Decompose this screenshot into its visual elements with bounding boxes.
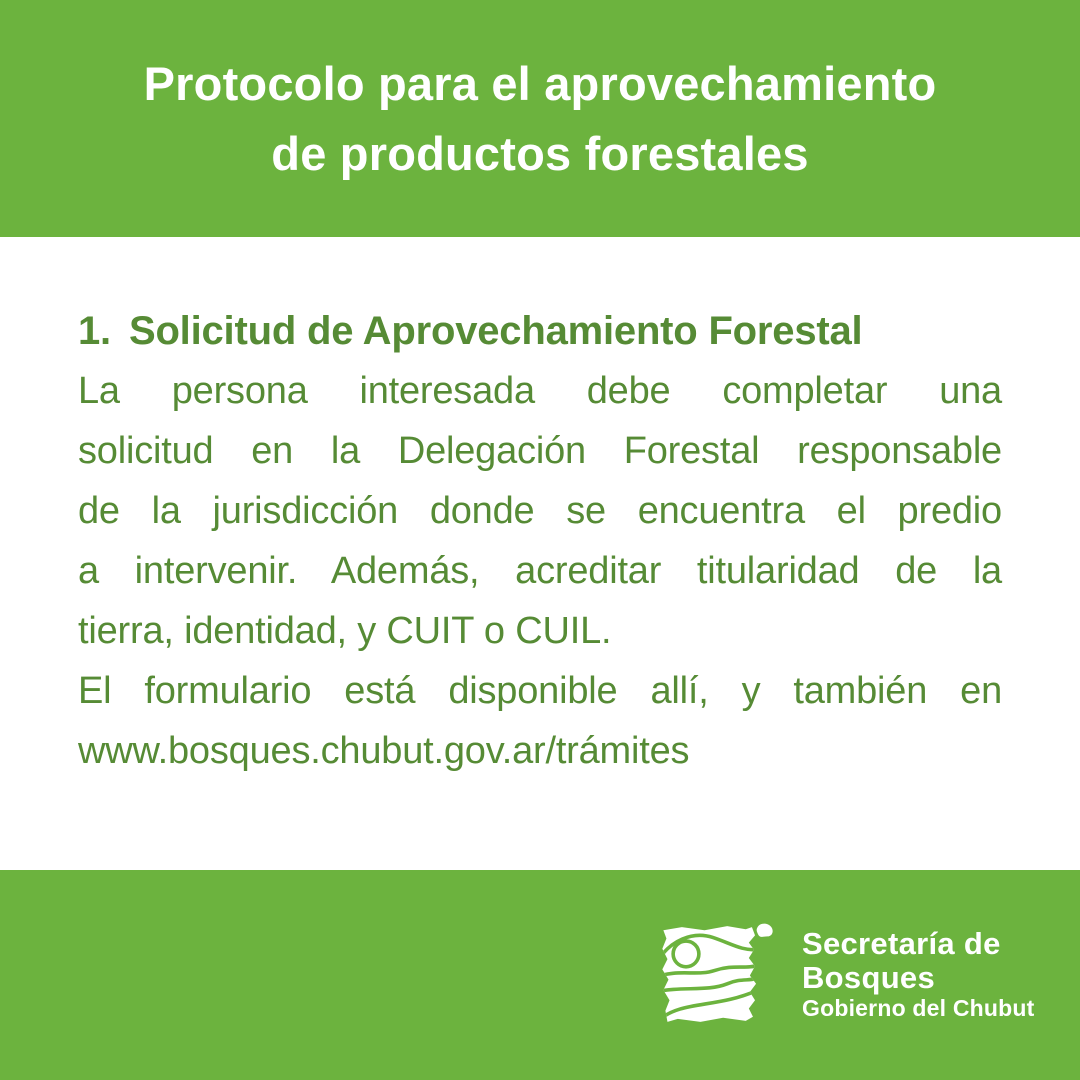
paragraph-line: solicitud en la Delegación Forestal responsable [78,430,1002,472]
section-heading-text: Solicitud de Aprovechamiento Forestal [128,309,863,353]
org-subtitle: Gobierno del Chubut [802,995,1035,1021]
page-title [144,49,937,189]
secretaria-de-bosques-logo [653,922,1035,1025]
header-band [0,0,1080,237]
paragraph-line: La persona interesada debe completar una [78,370,1002,412]
org-name-line-1: Secretaría de [802,926,1001,961]
chubut-province-map-icon [653,922,787,1025]
org-name-line-2: Bosques [802,960,936,995]
section-number: 1. [78,309,111,353]
page-title-line-1: Protocolo para el aprovechamiento [143,56,937,110]
footer-band [0,870,1080,1080]
paragraph-line: a intervenir. Además, acreditar titularidad de la [78,550,1002,592]
page-title-line-2: de productos forestales [271,126,809,180]
paragraph-line: tierra, identidad, y CUIT o CUIL. [78,610,612,652]
paragraph-line: de la jurisdicción donde se encuentra el predio [78,490,1002,532]
logo-text [802,922,1035,1022]
section-heading [78,301,1002,361]
website-url: www.bosques.chubut.gov.ar/trámites [78,730,690,772]
body-section [0,237,1080,870]
paragraph-line: El formulario está disponible allí, y también en [78,670,1002,712]
